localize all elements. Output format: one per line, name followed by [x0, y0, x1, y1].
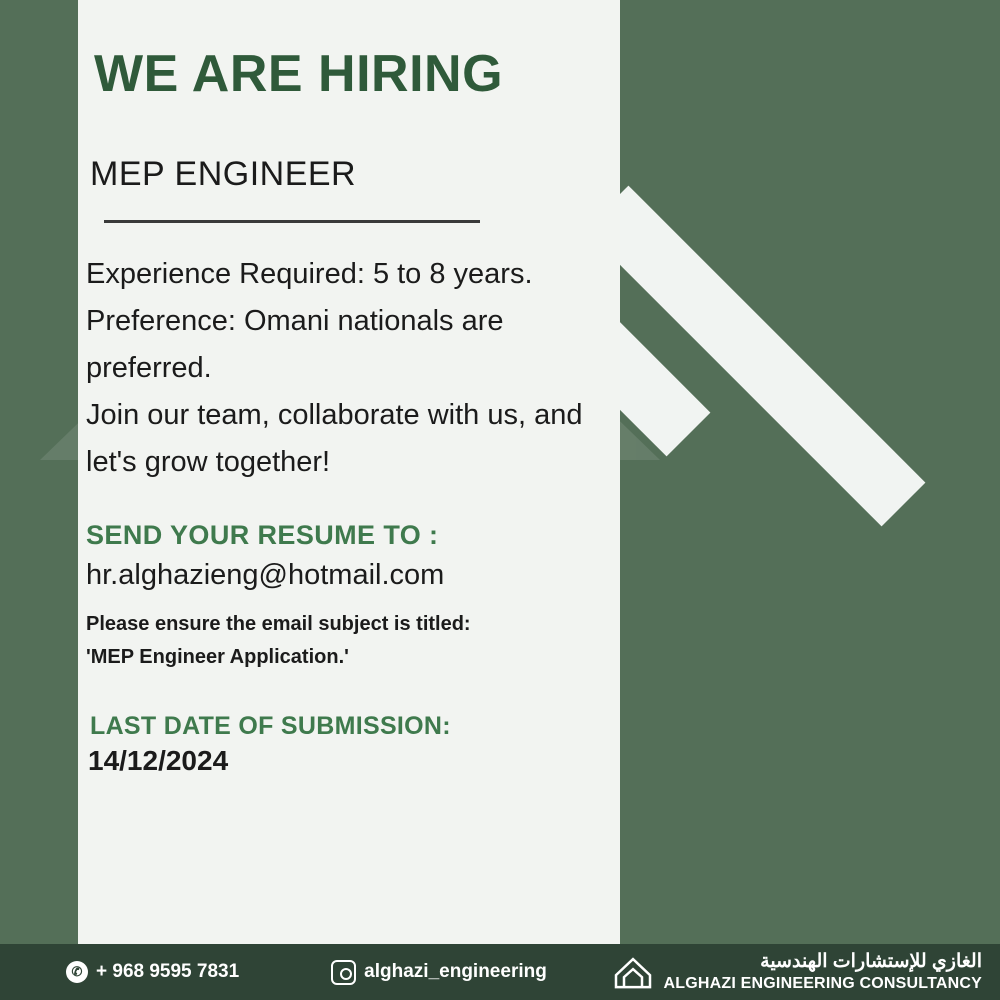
deadline-date: 14/12/2024 [88, 745, 229, 777]
footer-bar [0, 944, 1000, 1000]
company-brand [612, 950, 983, 994]
footer-instagram[interactable] [331, 960, 547, 985]
divider [104, 220, 480, 223]
content-card [78, 0, 620, 944]
page-title: WE ARE HIRING [94, 45, 504, 103]
invitation-line: Join our team, collaborate with us, and let's grow together! [86, 399, 583, 479]
email-subject-note [86, 608, 620, 674]
resume-email[interactable]: hr.alghazieng@hotmail.com [86, 559, 445, 592]
deadline-label: LAST DATE OF SUBMISSION: [90, 712, 451, 741]
preference-line: Preference: Omani nationals are preferred. [86, 305, 504, 385]
job-position: MEP ENGINEER [90, 155, 357, 194]
job-details [86, 251, 601, 486]
footer-phone[interactable] [66, 961, 239, 983]
resume-label: SEND YOUR RESUME TO : [86, 520, 439, 551]
footer-phone-label: + 968 9595 7831 [96, 961, 240, 982]
company-logo-icon [612, 953, 654, 991]
note-line-1: Please ensure the email subject is titled: [86, 613, 471, 636]
note-line-2: 'MEP Engineer Application.' [86, 646, 349, 669]
phone-icon: ✆ [66, 961, 88, 983]
brand-name-arabic: الغازي للإستشارات الهندسية [760, 951, 982, 973]
footer-instagram-label: alghazi_engineering [364, 961, 547, 982]
instagram-icon [331, 960, 356, 985]
experience-line: Experience Required: 5 to 8 years. [86, 258, 533, 291]
brand-name-english: ALGHAZI ENGINEERING CONSULTANCY [663, 974, 982, 992]
